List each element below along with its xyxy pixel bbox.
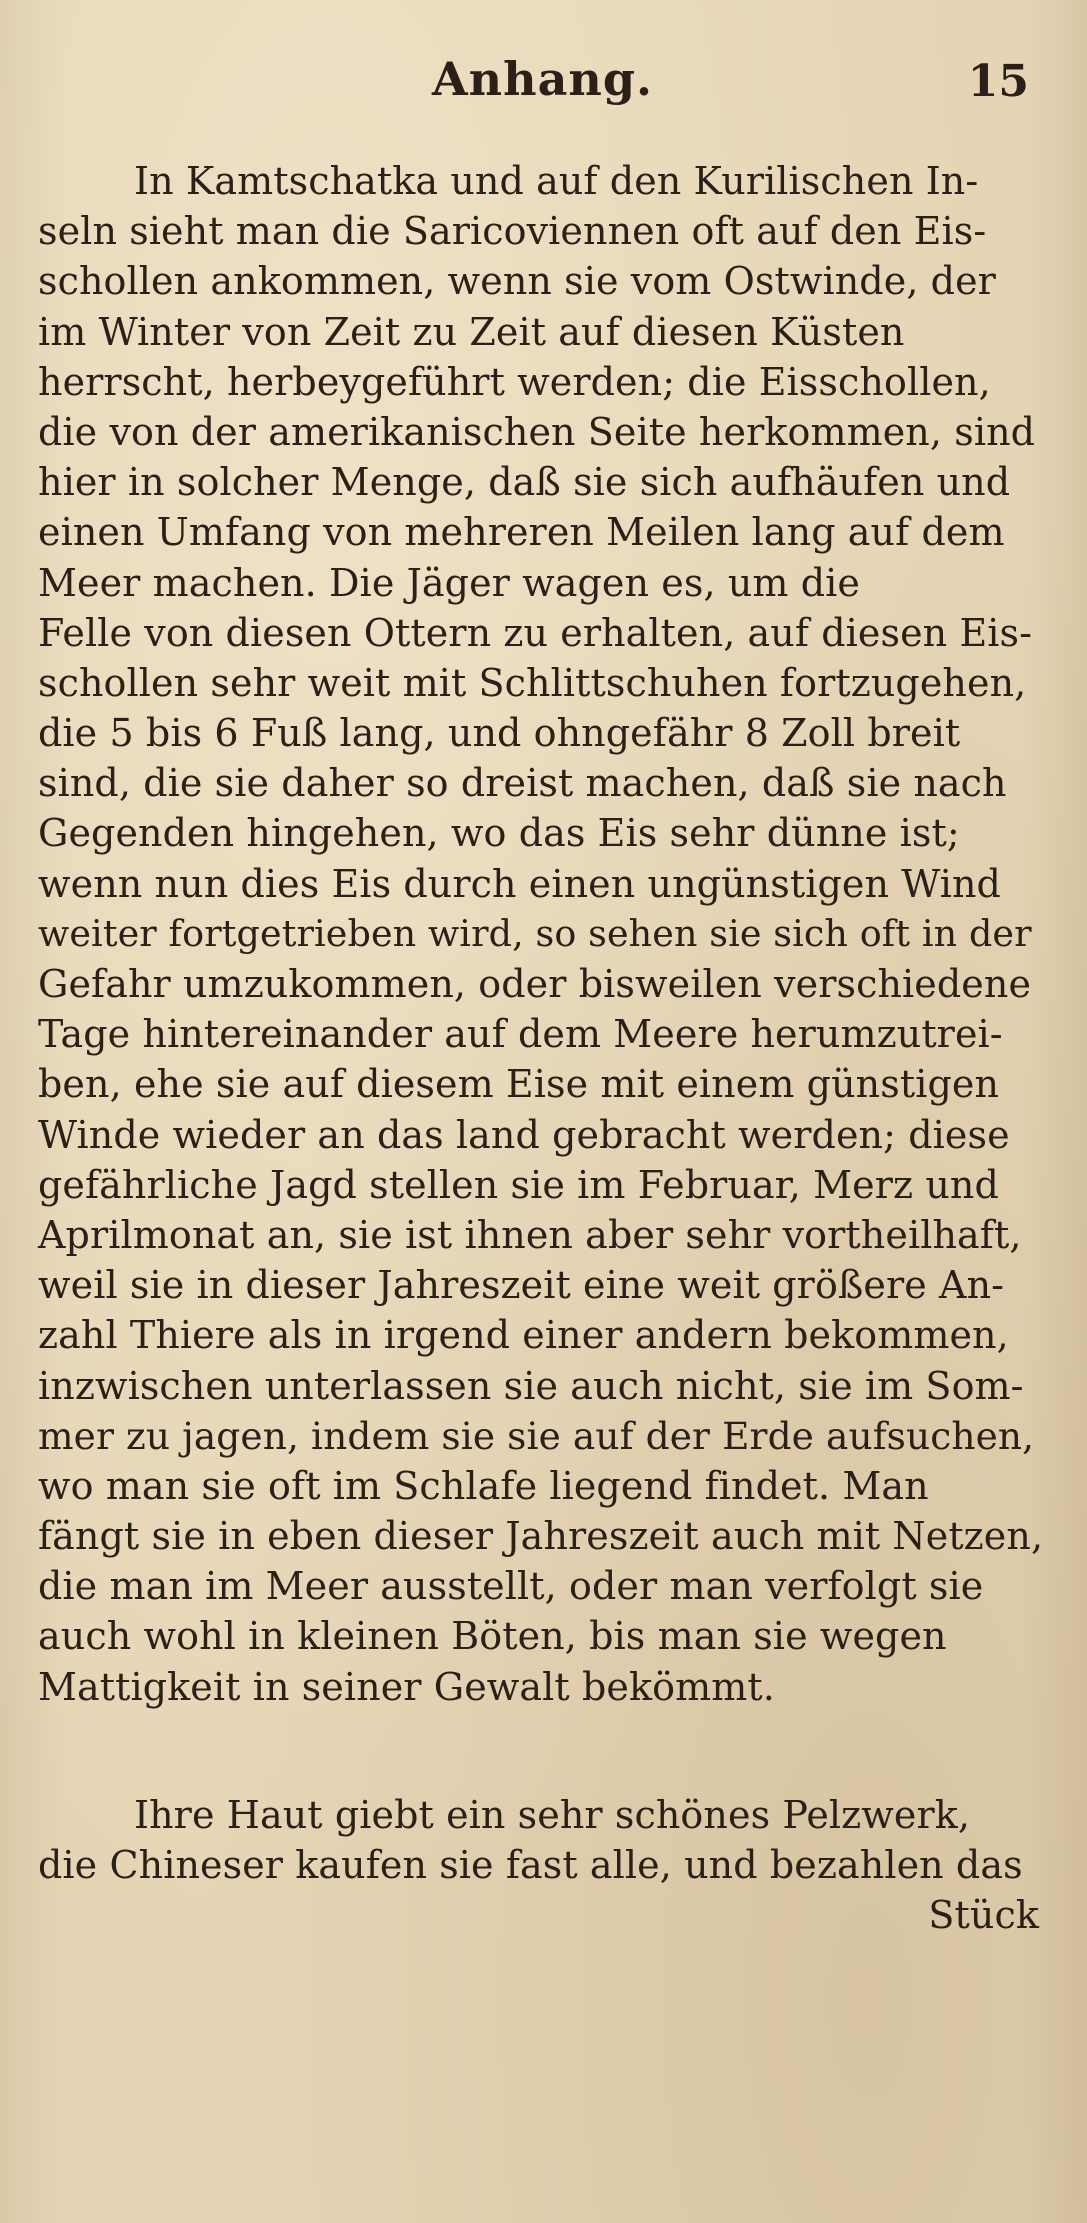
- page-header: [38, 52, 1047, 116]
- text-line: Winde wieder an das land gebracht werden; diese: [38, 1112, 1010, 1157]
- text-line: auch wohl in kleinen Böten, bis man sie wegen: [38, 1614, 947, 1659]
- text-line: wo man sie oft im Schlafe liegend findet. Man: [38, 1463, 929, 1508]
- text-line: die 5 bis 6 Fuß lang, und ohngefähr 8 Zoll breit: [38, 711, 961, 756]
- text-line: schollen sehr weit mit Schlittschuhen fortzugehen,: [38, 660, 1027, 705]
- text-line: Meer machen. Die Jäger wagen es, um die: [38, 560, 860, 605]
- text-line: weil sie in dieser Jahreszeit eine weit größere An-: [38, 1263, 1005, 1308]
- text-line: Ihre Haut giebt ein sehr schönes Pelzwerk,: [134, 1792, 971, 1837]
- text-line: Gegenden hingehen, wo das Eis sehr dünne ist;: [38, 811, 960, 856]
- text-line: zahl Thiere als in irgend einer andern bekommen,: [38, 1313, 1009, 1358]
- text-line: sind, die sie daher so dreist machen, daß sie nach: [38, 761, 1007, 806]
- text-line: Felle von diesen Ottern zu erhalten, auf diesen Eis-: [38, 610, 1033, 655]
- text-line: hier in solcher Menge, daß sie sich aufhäufen und: [38, 460, 1011, 505]
- text-line: seln sieht man die Saricoviennen oft auf den Eis-: [38, 209, 987, 254]
- text-line: ben, ehe sie auf diesem Eise mit einem günstigen: [38, 1062, 1000, 1107]
- text-line: mer zu jagen, indem sie sie auf der Erde aufsuchen,: [38, 1413, 1035, 1458]
- text-line: im Winter von Zeit zu Zeit auf diesen Küsten: [38, 309, 905, 354]
- text-line: die von der amerikanischen Seite herkommen, sind: [38, 409, 1036, 454]
- text-line: einen Umfang von mehreren Meilen lang auf dem: [38, 510, 1005, 555]
- text-line: Aprilmonat an, sie ist ihnen aber sehr vortheilhaft,: [38, 1212, 1022, 1257]
- text-line: inzwischen unterlassen sie auch nicht, sie im Som-: [38, 1363, 1024, 1408]
- text-line: Gefahr umzukommen, oder bisweilen verschiedene: [38, 962, 1032, 1006]
- text-line: weiter fortgetrieben wird, so sehen sie sich oft in der: [38, 911, 1032, 955]
- text-line: schollen ankommen, wenn sie vom Ostwinde, der: [38, 259, 996, 304]
- text-line: die Chineser kaufen sie fast alle, und bezahlen das: [38, 1843, 1023, 1887]
- text-line: wenn nun dies Eis durch einen ungünstigen Wind: [38, 861, 1001, 906]
- catchword: Stück: [928, 1893, 1039, 1938]
- text-line: In Kamtschatka und auf den Kurilischen In-: [134, 159, 979, 203]
- body-text: [38, 156, 1047, 1940]
- text-line: fängt sie in eben dieser Jahreszeit auch mit Netzen,: [38, 1514, 1044, 1559]
- text-line: die man im Meer ausstellt, oder man verfolgt sie: [38, 1564, 984, 1609]
- paragraph-1: [38, 156, 1047, 1712]
- text-line: gefährliche Jagd stellen sie im Februar, Merz und: [38, 1162, 999, 1207]
- running-head: Anhang.: [431, 52, 653, 106]
- paragraph-2: [38, 1790, 1047, 1941]
- text-line: herrscht, herbeygeführt werden; die Eisschollen,: [38, 359, 991, 404]
- page-number: 15: [967, 56, 1029, 107]
- text-line: Mattigkeit in seiner Gewalt bekömmt.: [38, 1664, 775, 1709]
- text-line: Tage hintereinander auf dem Meere herumzutrei-: [38, 1012, 1003, 1057]
